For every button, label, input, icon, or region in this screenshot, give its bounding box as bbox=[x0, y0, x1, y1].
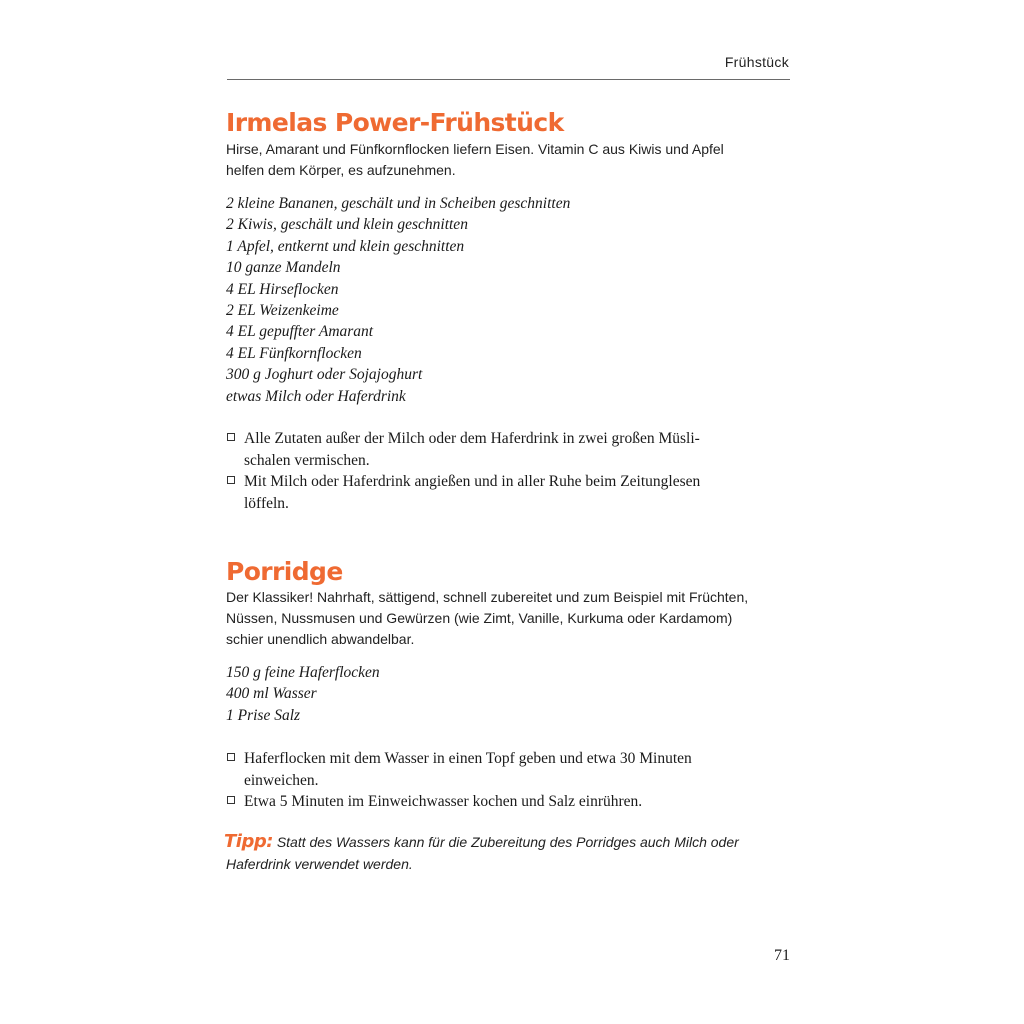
tip-box bbox=[224, 831, 790, 875]
step-list bbox=[226, 748, 792, 813]
checkbox-square-icon bbox=[227, 753, 235, 761]
ingredient-item: 4 EL Hirseflocken bbox=[226, 280, 339, 298]
step-line: Haferflocken mit dem Wasser in einen Topf geben und etwa 30 Minuten bbox=[244, 750, 692, 767]
step-line: Alle Zutaten außer der Milch oder dem Haferdrink in zwei großen Müsli- bbox=[244, 430, 700, 447]
ingredient-item: 10 ganze Mandeln bbox=[226, 259, 341, 277]
ingredient-item: 1 Apfel, entkernt und klein geschnitten bbox=[226, 237, 465, 255]
checkbox-square-icon bbox=[227, 433, 235, 441]
recipe-intro bbox=[226, 139, 792, 181]
ingredient-item: etwas Milch oder Haferdrink bbox=[226, 387, 406, 405]
step-line: Etwa 5 Minuten im Einweichwasser kochen und Salz einrühren. bbox=[244, 793, 643, 810]
intro-line: helfen dem Körper, es aufzunehmen. bbox=[226, 162, 456, 178]
ingredient-item: 2 Kiwis, geschält und klein geschnitten bbox=[226, 216, 468, 234]
step-item bbox=[226, 471, 792, 514]
recipe-intro bbox=[226, 587, 792, 650]
ingredient-item: 1 Prise Salz bbox=[226, 706, 301, 724]
step-line: Mit Milch oder Haferdrink angießen und in aller Ruhe beim Zeitunglesen bbox=[244, 473, 701, 490]
step-line: löffeln. bbox=[244, 494, 289, 512]
tip-text: Statt des Wassers kann für die Zubereitung des Porridges auch Milch oder bbox=[276, 834, 739, 850]
recipe-title: Irmelas Power-Frühstück bbox=[226, 108, 564, 137]
tip-line bbox=[224, 831, 790, 853]
step-item bbox=[226, 791, 792, 813]
header-rule bbox=[227, 79, 790, 80]
checkbox-square-icon bbox=[227, 476, 235, 484]
tip-label: Tipp: bbox=[224, 831, 273, 852]
ingredient-item: 400 ml Wasser bbox=[226, 685, 317, 703]
intro-line: Nüssen, Nussmusen und Gewürzen (wie Zimt, Vanille, Kurkuma oder Kardamom) bbox=[226, 610, 733, 626]
ingredient-item: 4 EL gepuffter Amarant bbox=[226, 323, 374, 341]
intro-line: Hirse, Amarant und Fünfkornflocken liefern Eisen. Vitamin C aus Kiwis und Apfel bbox=[226, 141, 724, 157]
checkbox-square-icon bbox=[227, 796, 235, 804]
page-number: 71 bbox=[774, 947, 790, 964]
step-line: schalen vermischen. bbox=[244, 451, 370, 469]
step-item bbox=[226, 748, 792, 791]
ingredient-item: 300 g Joghurt oder Sojajoghurt bbox=[226, 366, 423, 384]
ingredient-item: 2 EL Weizenkeime bbox=[226, 302, 339, 320]
intro-line: schier unendlich abwandelbar. bbox=[226, 631, 415, 647]
recipe-title: Porridge bbox=[226, 557, 343, 586]
ingredient-list bbox=[226, 662, 792, 726]
intro-line: Der Klassiker! Nahrhaft, sättigend, schnell zubereitet und zum Beispiel mit Früchten, bbox=[226, 589, 749, 605]
running-head: Frühstück bbox=[724, 54, 789, 70]
ingredient-item: 2 kleine Bananen, geschält und in Scheiben geschnitten bbox=[226, 195, 571, 212]
ingredient-item: 150 g feine Haferflocken bbox=[226, 664, 380, 681]
ingredient-list bbox=[226, 193, 792, 407]
step-list bbox=[226, 428, 792, 514]
step-line: einweichen. bbox=[244, 771, 319, 789]
tip-line: Haferdrink verwendet werden. bbox=[226, 856, 413, 872]
step-item bbox=[226, 428, 792, 471]
ingredient-item: 4 EL Fünfkornflocken bbox=[226, 344, 362, 362]
